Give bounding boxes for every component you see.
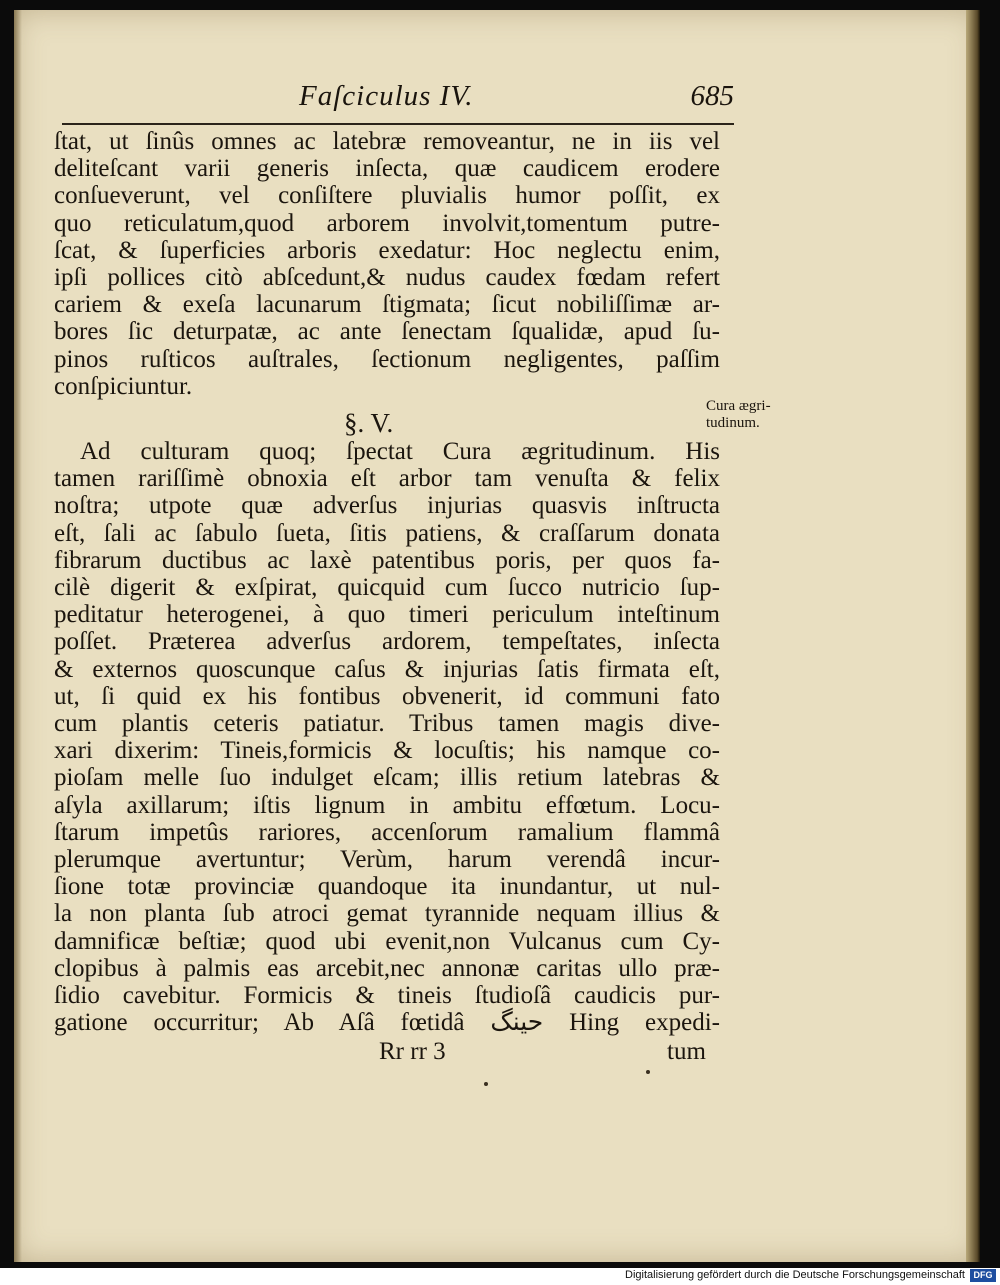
text-line: conſueverunt, vel conſiſtere pluvialis humor poſſit, ex [54, 182, 720, 210]
text-line: cilè digerit & exſpirat, quicquid cum ſucco nutricio ſup- [54, 574, 720, 602]
text-line: xari dixerim: Tineis,formicis & locuſtis; his namque co- [54, 737, 720, 765]
dfg-logo: DFG [970, 1269, 996, 1282]
text-line: ſtarum impetûs rariores, accenſorum ramalium flammâ [54, 818, 720, 846]
margin-note-line: Cura ægri- [706, 398, 771, 414]
text-line: ſidio cavebitur. Formicis & tineis ſtudioſâ caudicis pur- [54, 982, 720, 1010]
text-line: damnificæ beſtiæ; quod ubi evenit,non Vulcanus cum Cy- [54, 927, 720, 955]
margin-note [706, 398, 806, 432]
text-line: cariem & exeſa lacunarum ſtigmata; ſicut nobiliſſimæ ar- [54, 291, 720, 319]
text-line: ſcat, & ſuperficies arboris exedatur: Hoc neglectu enim, [54, 236, 720, 264]
text-line: pinos ruſticos auſtrales, ſectionum negligentes, paſſim [54, 345, 720, 373]
text-line: gatione occurritur; Ab Aſâ fœtidâ ﺣﯿﻨﮓ Hing expedi- [54, 1009, 720, 1037]
text-line: fibrarum ductibus ac laxè patentibus poris, per quos fa- [54, 546, 720, 574]
text-line: clopibus à palmis eas arcebit,nec annonæ caritas ullo præ- [54, 954, 720, 982]
text-line: la non planta ſub atroci gemat tyrannide nequam illius & [54, 900, 720, 928]
text-line: cum plantis ceteris patiatur. Tribus tamen magis dive- [54, 710, 720, 738]
text-line: peditatur heterogenei, à quo timeri periculum inteſtinum [54, 601, 720, 629]
margin-note-line: tudinum. [706, 415, 760, 431]
text-line: bores ſic deturpatæ, ac ante ſenectam ſqualidæ, apud ſu- [54, 318, 720, 346]
text-line: ſione totæ provinciæ quandoque ita inundantur, ut nul- [54, 873, 720, 901]
text-line: conſpiciuntur. [54, 372, 193, 400]
text-line: noſtra; utpote quæ adverſus injurias quasvis inſtructa [54, 492, 720, 520]
page-number: 685 [690, 80, 734, 112]
section-heading: §. V. [344, 408, 394, 438]
digitization-footer [0, 1268, 1000, 1285]
catchword: tum [667, 1038, 706, 1065]
text-line: pioſam melle ſuo indulget eſcam; illis retium latebras & [54, 764, 720, 792]
text-line: ſtat, ut ſinûs omnes ac latebræ removeantur, ne in iis vel [54, 128, 720, 155]
signature-mark: Rr rr 3 [379, 1038, 446, 1065]
text-line: ipſi pollices citò abſcedunt,& nudus caudex fœdam refert [54, 264, 720, 292]
funding-credit: Digitalisierung gefördert durch die Deutsche Forschungsgemeinschaft [625, 1269, 965, 1281]
gutter-shadow [14, 10, 22, 1262]
book-page [14, 10, 980, 1262]
paragraph-1 [54, 128, 720, 400]
ink-speck [484, 1082, 488, 1086]
text-line: tamen rariſſimè obnoxia eſt arbor tam venuſta & felix [54, 465, 720, 493]
header-rule [62, 123, 734, 125]
text-line: & externos quoscunque caſus & injurias ſatis firmata eſt, [54, 655, 720, 683]
text-line: deliteſcant varii generis inſecta, quæ caudicem erodere [54, 155, 720, 183]
page-edge [966, 10, 980, 1262]
running-title: Faſciculus IV. [299, 80, 474, 112]
text-line: plerumque avertuntur; Verùm, harum verendâ incur- [54, 846, 720, 874]
text-line: eſt, ſali ac ſabulo ſueta, ſitis patiens, & craſſarum donata [54, 519, 720, 547]
text-line: quo reticulatum,quod arborem involvit,tomentum putre- [54, 209, 720, 237]
paragraph-2 [54, 438, 720, 1036]
text-line: Ad culturam quoq; ſpectat Cura ægritudinum. His [80, 438, 720, 465]
text-line: poſſet. Præterea adverſus ardorem, tempeſtates, inſecta [54, 628, 720, 656]
text-line: ut, ſi quid ex his fontibus obvenerit, id communi fato [54, 682, 720, 710]
running-header [264, 80, 734, 120]
ink-speck [646, 1070, 650, 1074]
text-line: aſyla axillarum; iſtis lignum in ambitu effœtum. Locu- [54, 791, 720, 819]
